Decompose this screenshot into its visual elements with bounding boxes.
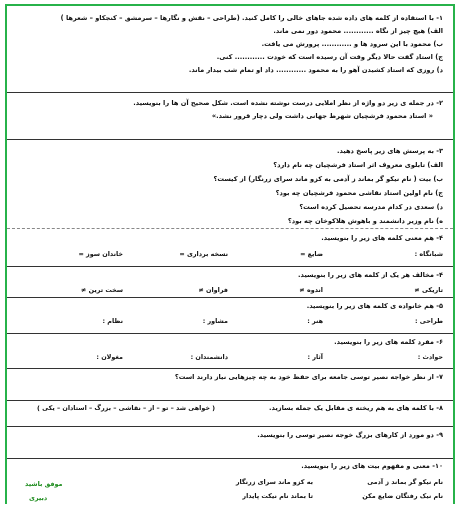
q5-word: سخت ترین ≠ [81,286,123,294]
q4-word: شبانگاه : [414,250,443,258]
q4-word: ضایع = [300,250,323,258]
q8-prompt: ۷- از نظر خواجه نصیر توسی جامعه برای حفظ خود به چه چیزهایی نیاز دارند است؟ [174,373,443,381]
q4-word: نسخه برداری = [179,250,228,258]
q7-word: مغولان : [96,353,123,361]
q5-word: فراوان ≠ [198,286,228,294]
q1-item-b: ب) محمود با این سرود ها و ............ پرورش می یافت. [261,40,443,48]
q4-prompt: ۴- هم معنی کلمه های زیر را بنویسید. [321,234,443,242]
q4-word: خاندان سوز = [78,250,123,258]
q3-item-e: ه) نام وزیر دانشمند و باهوش هلاکوخان چه بود؟ [287,217,443,225]
divider [7,426,453,427]
verse-2-hemistich-1: نام نیک رفتگان ضایع مکن [362,492,443,500]
divider [7,266,453,267]
q10-prompt: ۹- دو مورد از کارهای بزرگ خوجه نصیر توسی را بنویسید. [257,431,443,439]
q3-prompt: ۳- به پرسش های زیر پاسخ دهید. [336,147,443,155]
teacher-name: دبیری [29,494,48,502]
q7-word: دانشمندان : [190,353,228,361]
worksheet [5,4,455,504]
q5-word: اندوه ≠ [299,286,323,294]
q6-word: طراحی : [414,317,443,325]
divider [7,333,453,334]
q6-prompt: ۵- هم خانواده ی کلمه های زیر را بنویسید. [306,302,443,310]
q9-scrambled-words: ( خواهی شد – تو – از – نقاشی – بزرگ – استادان – یکی ) [37,404,216,412]
q1-prompt: ۱- با استفاده از کلمه های داده شده جاهای خالی را کامل کنید. (طراحی – نقش و نگارها – سرمشق – کنجکاو – شعرها ) [60,14,443,22]
q6-word: مشاور : [202,317,228,325]
divider [7,458,453,459]
verse-2-hemistich-2: تا بماند نام نیکت پایدار [242,492,313,500]
divider [7,92,453,93]
verse-1-hemistich-1: نام نیکو گر بماند ز آدمی [367,478,443,486]
q3-item-a: الف) تابلوی معروف اثر استاد فرشچیان چه نام دارد؟ [273,161,443,169]
q1-item-c: ج) استاد گفت حالا دیگر وقت آن رسیده است که خودت ............ کنی. [216,53,443,61]
q1-item-d: د) روزی که استاد کشیدن آهو را به محمود ............ داد او تمام شب بیدار ماند. [188,66,443,74]
good-luck-note: موفق باشید [25,480,63,488]
q7-word: آثار : [307,353,323,361]
q11-prompt: ۱۰- معنی و مفهوم بیت های زیر را بنویسید. [301,462,443,470]
divider [7,368,453,369]
q6-word: نظام : [102,317,123,325]
verse-1-hemistich-2: به کزو ماند سرای زرنگار [235,478,313,486]
q7-prompt: ۶- مفرد کلمه های زیر را بنویسید. [334,338,443,346]
q9-prompt: ۸- با کلمه های به هم ریخته ی مقابل یک جمله بسازید. [269,404,443,412]
q5-word: تاریکی ≠ [414,286,443,294]
divider [7,297,453,298]
q7-word: حوادث : [417,353,443,361]
q2-sentence: « استاد محمود فرشچیان شهرط جهانی داشت ولی دچار قرور نشد.» [211,112,433,120]
divider [7,400,453,401]
q2-prompt: ۲- در جمله ی زیر دو واژه از نظر املایی درست نوشته نشده است. شکل صحیح آن ها را بنویسید. [133,99,443,107]
q6-word: هنر : [307,317,323,325]
q5-prompt: ۴- مخالف هر یک از کلمه های زیر را بنویسید. [298,271,443,279]
divider [7,228,453,229]
q3-item-c: ج) نام اولین استاد نقاشی محمود فرشچیان چه بود؟ [275,189,443,197]
q3-item-d: د) سعدی در کدام مدرسه تحصیل کرده است؟ [299,203,443,211]
q3-item-b: ب) بیت ( نام نیکو گر بماند ز آدمی به کزو ماند سرای زرنگار) از کیست؟ [213,175,443,183]
divider [7,139,453,140]
q1-item-a: الف) هیچ چیز از نگاه ............ محمود دور نمی ماند. [273,27,443,35]
